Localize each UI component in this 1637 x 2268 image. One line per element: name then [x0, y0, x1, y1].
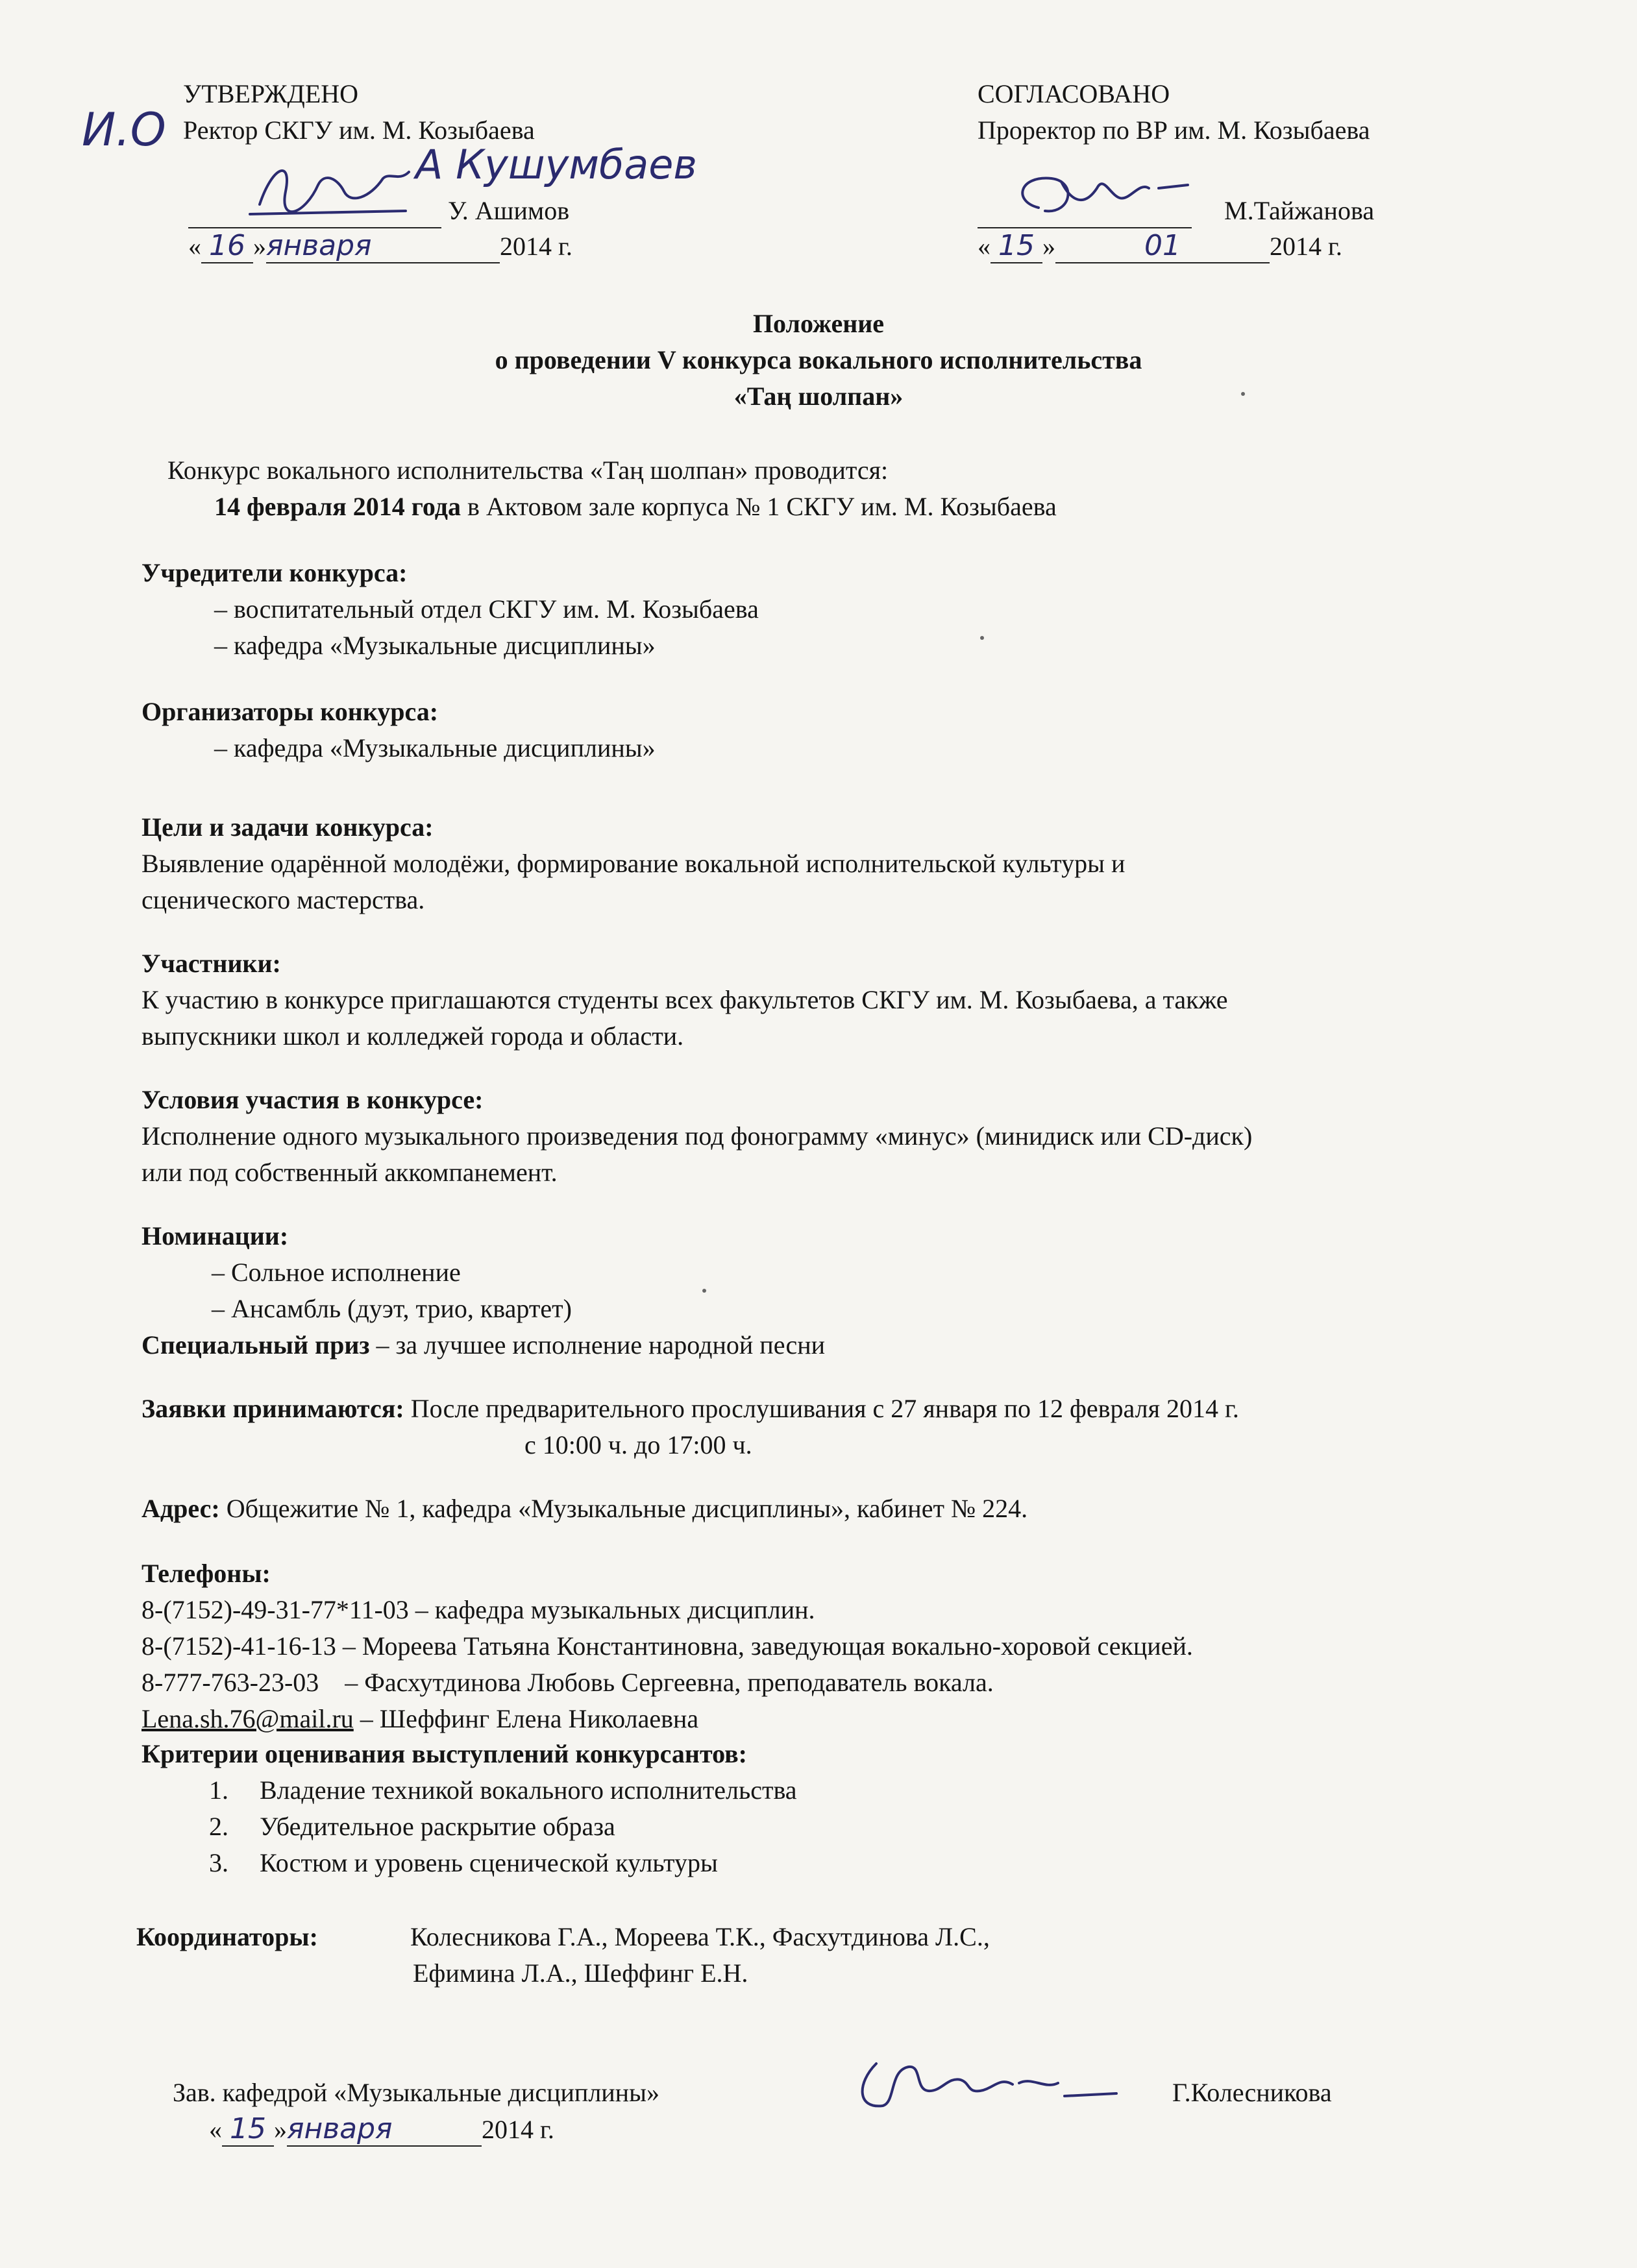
participants-text: выпускники школ и колледжей города и области.: [142, 1021, 684, 1051]
approved-name: У. Ашимов: [448, 196, 570, 225]
footer-date-year: 2014 г.: [482, 2115, 554, 2144]
special-prize: [142, 1329, 825, 1361]
criteria-text: Владение техникой вокального исполнительства: [260, 1775, 797, 1805]
conditions-text: или под собственный аккомпанемент.: [142, 1158, 558, 1187]
criteria-text: Костюм и уровень сценической культуры: [260, 1848, 718, 1877]
nomination-item: – Ансамбль (дуэт, трио, квартет): [212, 1294, 572, 1323]
conditions-text: Исполнение одного музыкального произведения под фонограмму «минус» (минидиск или CD-диск): [142, 1121, 1253, 1151]
approved-label: УТВЕРЖДЕНО: [183, 79, 359, 108]
intro-place: в Актовом зале корпуса № 1 СКГУ им. М. Козыбаева: [460, 492, 1057, 521]
goals-text: сценического мастерства.: [142, 885, 425, 914]
applications-hours: с 10:00 ч. до 17:00 ч.: [524, 1430, 752, 1459]
criteria-num: 1.: [209, 1775, 228, 1805]
goals-text: Выявление одарённой молодёжи, формирование вокальной исполнительской культуры и: [142, 849, 1126, 878]
intro-date: 14 февраля 2014 года: [214, 492, 461, 521]
coordinators-text: Ефимина Л.А., Шеффинг Е.Н.: [413, 1958, 748, 1988]
nominations-heading: Номинации:: [142, 1221, 289, 1250]
organizers-heading: Организаторы конкурса:: [142, 697, 439, 726]
doc-title: Положение: [752, 309, 885, 338]
scan-speck: [702, 1289, 706, 1293]
footer-date-month: января: [287, 2113, 482, 2147]
head-signature: [850, 2044, 1123, 2116]
nomination-item: – Сольное исполнение: [212, 1258, 461, 1287]
criteria-num: 3.: [209, 1848, 228, 1877]
agreed-date-month: 01: [1055, 230, 1270, 263]
founders-item: – кафедра «Музыкальные дисциплины»: [214, 631, 656, 660]
phone-line: 8-777-763-23-03 – Фасхутдинова Любовь Сергеевна, преподаватель вокала.: [142, 1668, 994, 1697]
agreed-date-year: 2014 г.: [1270, 232, 1342, 261]
agreed-date: « 15 » 01 2014 г.: [978, 229, 1342, 262]
signature-line: [188, 195, 441, 228]
goals-heading: Цели и задачи конкурса:: [142, 812, 434, 842]
phone-line: 8-(7152)-49-31-77*11-03 – кафедра музыкальных дисциплин.: [142, 1595, 815, 1624]
address-text: Общежитие № 1, кафедра «Музыкальные дисциплины», кабинет № 224.: [219, 1494, 1028, 1523]
email-link[interactable]: Lena.sh.76@mail.ru: [142, 1704, 354, 1733]
handwritten-name: А Кушумбаев: [415, 141, 697, 188]
agreed-position: Проректор по ВР им. М. Козыбаева: [978, 116, 1370, 145]
scan-speck: [980, 636, 984, 640]
applications: [142, 1393, 1239, 1425]
criteria-num: 2.: [209, 1812, 228, 1841]
approved-date-year: 2014 г.: [500, 232, 572, 261]
agreed-signature-line: [978, 195, 1192, 228]
address: [142, 1493, 1028, 1525]
coordinators-text: Колесникова Г.А., Мореева Т.К., Фасхутдинова Л.С.,: [410, 1922, 990, 1951]
conditions-heading: Условия участия в конкурсе:: [142, 1085, 484, 1114]
address-label: Адрес:: [142, 1494, 220, 1523]
footer-date: « 15 »января 2014 г.: [209, 2112, 554, 2145]
agreed-name: М.Тайжанова: [1224, 196, 1375, 225]
intro-line: Конкурс вокального исполнительства «Таң шолпан» проводится:: [167, 456, 889, 485]
phones-heading: Телефоны:: [142, 1559, 271, 1588]
criteria-item: [209, 1774, 797, 1807]
coordinators-label: Координаторы:: [136, 1922, 318, 1951]
founders-heading: Учредители конкурса:: [142, 558, 408, 587]
agreed-date-day: 15: [991, 230, 1042, 263]
doc-contest-name: «Таң шолпан»: [733, 382, 904, 411]
handwritten-prefix: И.О: [82, 103, 166, 156]
special-prize-text: – за лучшее исполнение народной песни: [369, 1330, 826, 1360]
footer-name: Г.Колесникова: [1172, 2078, 1332, 2107]
approved-position: Ректор СКГУ им. М. Козыбаева: [183, 116, 535, 145]
doc-subtitle: о проведении V конкурса вокального исполнительства: [495, 345, 1142, 374]
email-line: [142, 1703, 698, 1735]
organizers-item: – кафедра «Музыкальные дисциплины»: [214, 733, 656, 762]
participants-heading: Участники:: [142, 949, 281, 978]
footer-position: Зав. кафедрой «Музыкальные дисциплины»: [173, 2078, 659, 2107]
approved-date: « 16 »января 2014 г.: [188, 229, 572, 262]
approved-date-month: января: [266, 230, 500, 263]
criteria-item: [209, 1847, 718, 1879]
approved-date-day: 16: [201, 230, 253, 263]
special-prize-label: Специальный приз: [142, 1330, 370, 1360]
criteria-heading: Критерии оценивания выступлений конкурсантов:: [142, 1739, 747, 1768]
phone-line: 8-(7152)-41-16-13 – Мореева Татьяна Константиновна, заведующая вокально-хоровой секцией.: [142, 1631, 1193, 1661]
participants-text: К участию в конкурсе приглашаются студенты всех факультетов СКГУ им. М. Козыбаева, а также: [142, 985, 1228, 1014]
criteria-text: Убедительное раскрытие образа: [260, 1812, 615, 1841]
footer-date-day: 15: [222, 2113, 274, 2147]
intro-date-place: [214, 491, 1057, 523]
agreed-label: СОГЛАСОВАНО: [978, 79, 1170, 108]
criteria-item: [209, 1811, 615, 1843]
email-owner: – Шеффинг Елена Николаевна: [353, 1704, 699, 1733]
applications-label: Заявки принимаются:: [142, 1394, 404, 1423]
scan-speck: [1241, 392, 1245, 396]
founders-item: – воспитательный отдел СКГУ им. М. Козыбаева: [214, 594, 759, 624]
applications-text: После предварительного прослушивания с 27 января по 12 февраля 2014 г.: [404, 1394, 1239, 1423]
